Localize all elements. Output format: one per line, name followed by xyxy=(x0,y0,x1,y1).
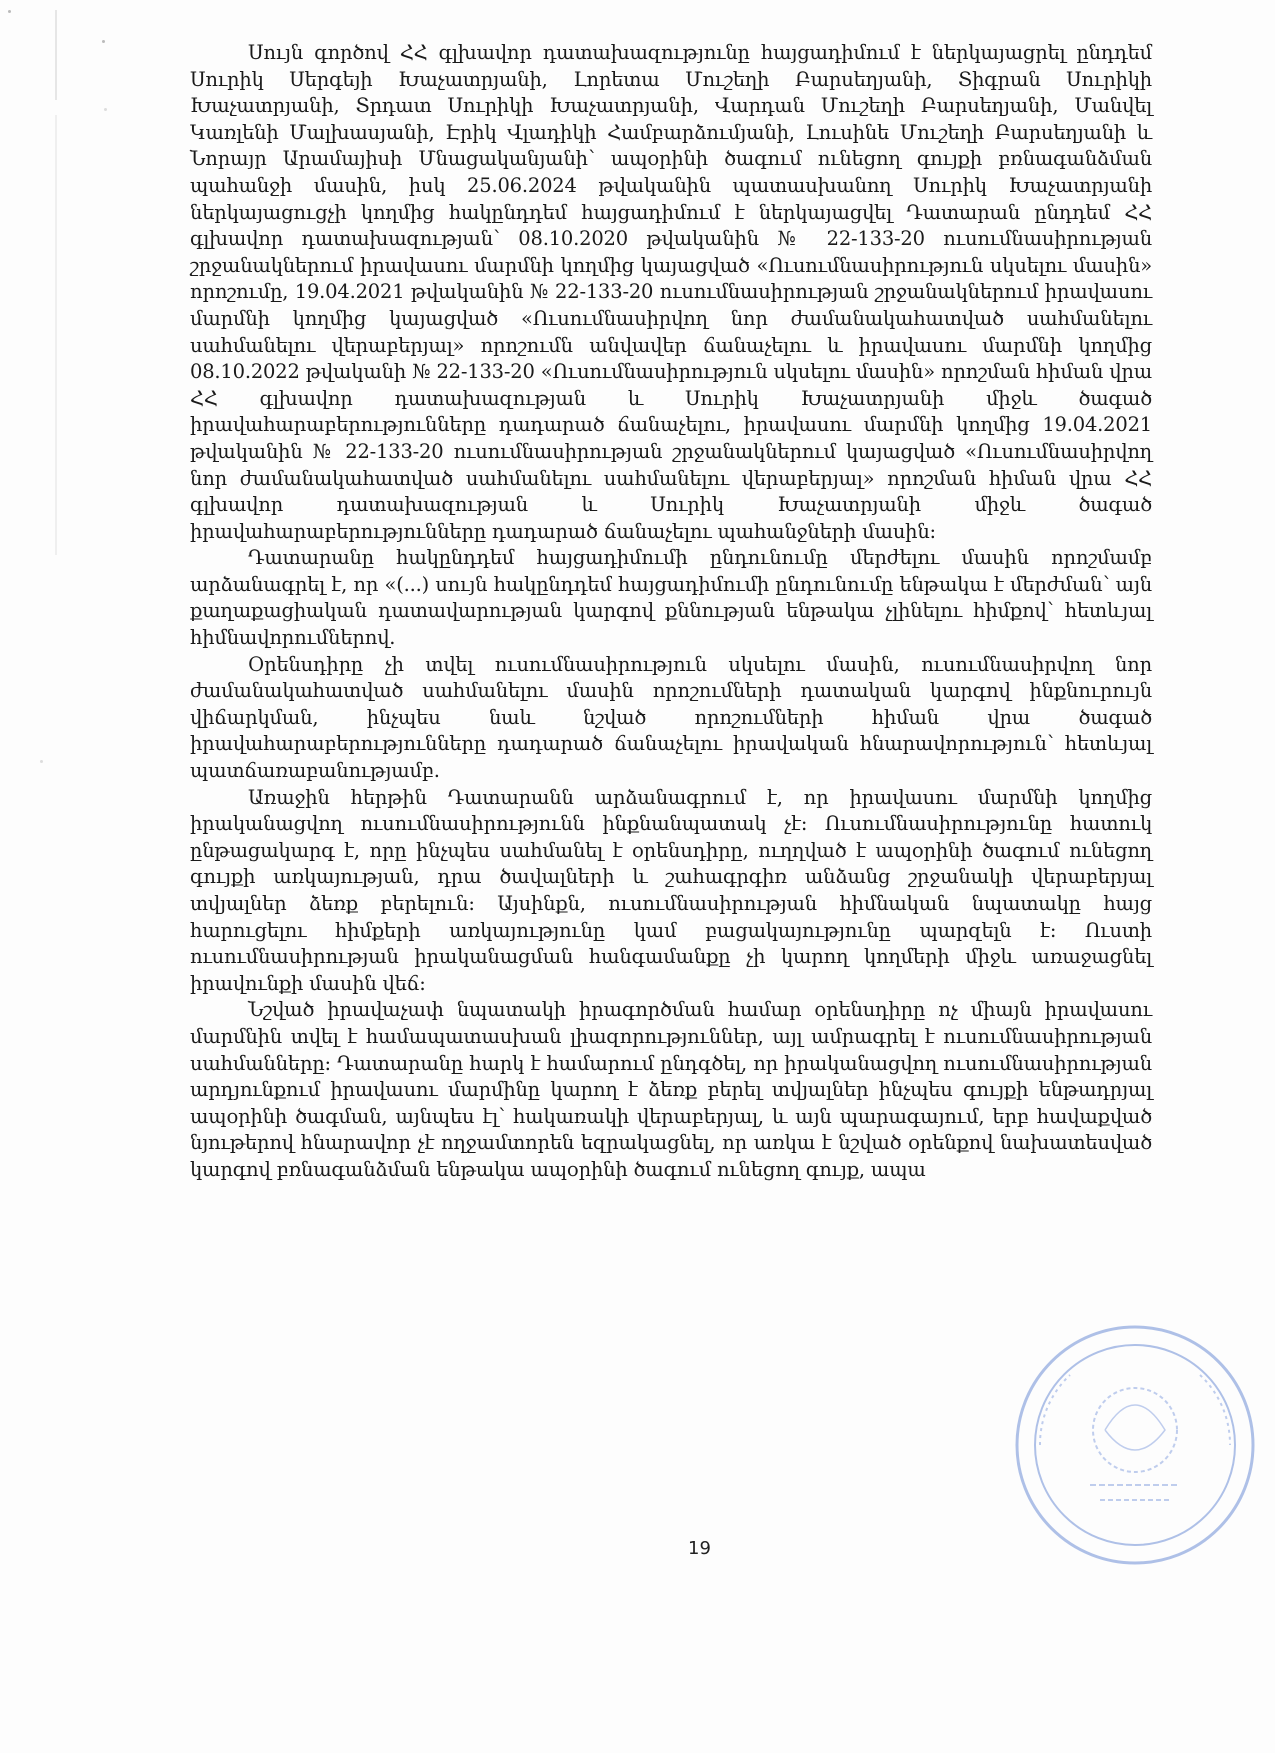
scan-speck xyxy=(102,40,105,43)
seal-stamp-icon xyxy=(1010,1320,1260,1570)
scan-margin-line xyxy=(55,10,57,100)
scan-speck xyxy=(104,108,107,111)
scan-speck xyxy=(8,10,11,13)
paragraph: Օրենսդիրը չի տվել ուսումնասիրություն սկսելու մասին, ուսումնասիրվող նոր ժամանակահատված սահմանելու մասին որոշումների դատական կարգով ինքնուրույն վիճարկման, ինչպես նաև նշված որոշումների հիման վրա ծագած իրավահարաբերությունները դադարած ճանաչելու իրավական հնարավորություն՝ հետևյալ պատճառաբանությամբ. xyxy=(190,652,1152,783)
page-number: 19 xyxy=(688,1538,711,1559)
scan-speck xyxy=(40,760,43,763)
paragraph: Նշված իրավաչափ նպատակի իրագործման համար օրենսդիրը ոչ միայն իրավասու մարմնին տվել է համապատասխան լիազորություններ, այլ ամրագրել է ուսումնասիրության սահմանները: Դատարանը հարկ է համարում ընդգծել, որ իրականացվող ուսումնասիրության արդյունքում իրավասու մարմինը կարող է ձեռք բերել տվյալներ ինչպես գույքի ենթադրյալ ապօրինի ծագման, այնպես էլ՝ հակառակի վերաբերյալ, և այն պարագայում, երբ հավաքված նյութերով հնարավոր չէ ողջամտորեն եզրակացնել, որ առկա է նշված օրենքով նախատեսված կարգով բռնագանձման ենթակա ապօրինի ծագում ունեցող գույք, ապա xyxy=(190,998,1152,1181)
document-body xyxy=(190,40,1152,1184)
paragraph: Առաջին հերթին Դատարանն արձանագրում է, որ իրավասու մարմնի կողմից իրականացվող ուսումնասիրությունն ինքնանպատակ չէ: Ուսումնասիրությունը հատուկ ընթացակարգ է, որը ինչպես սահմանել է օրենսդիրը, ուղղված է ապօրինի ծագում ունեցող գույքի առկայության, դրա ծավալների և շահագրգիռ անձանց շրջանակի վերաբերյալ տվյալներ ձեռք բերելուն: Այսինքն, ուսումնասիրության հիմնական նպատակը հայց հարուցելու հիմքերի առկայությունը կամ բացակայությունը պարզելն է: Ուստի ուսումնասիրության իրականացման հանգամանքը չի կարող կողմերի միջև առաջացնել իրավունքի մասին վեճ: xyxy=(190,785,1152,995)
scan-margin-line xyxy=(55,115,57,555)
paragraph: Դատարանը հակընդդեմ հայցադիմումի ընդունումը մերժելու մասին որոշմամբ արձանագրել է, որ «(...) սույն հակընդդեմ հայցադիմումի ընդունումը ենթակա է մերժման՝ այն քաղաքացիական դատավարության կարգով քննության ենթակա չլինելու հիմքով՝ հետևյալ հիմնավորումներով. xyxy=(190,546,1152,650)
paragraph: Սույն գործով ՀՀ գլխավոր դատախազությունը հայցադիմում է ներկայացրել ընդդեմ Սուրիկ Սերգեյի Խաչատրյանի, Լորետա Մուշեղի Բարսեղյանի, Տիգրան Սուրիկի Խաչատրյանի, Տրդատ Սուրիկի Խաչատրյանի, Վարդան Մուշեղի Բարսեղյանի, Մանվել Կառլենի Մալխասյանի, Էրիկ Վլադիկի Համբարձումյանի, Լուսինե Մուշեղի Բարսեղյանի և Նորայր Արամայիսի Մնացականյանի՝ ապօրինի ծագում ունեցող գույքի բռնագանձման պահանջի մասին, իսկ 25.06.2024 թվականին պատասխանող Սուրիկ Խաչատրյանի ներկայացուցչի կողմից հակընդդեմ հայցադիմում է ներկայացվել Դատարան ընդդեմ ՀՀ գլխավոր դատախազության՝ 08.10.2020 թվականին № 22-133-20 ուսումնասիրության շրջանակներում իրավասու մարմնի կողմից կայացված «Ուսումնասիրություն սկսելու մասին» որոշումը, 19.04.2021 թվականին № 22-133-20 ուսումնասիրության շրջանակներում իրավասու մարմնի կողմից կայացված «Ուսումնասիրվող նոր ժամանակահատված սահմանելու սահմանելու վերաբերյալ» որոշումն անվավեր ճանաչելու և իրավասու մարմնի կողմից 08.10.2022 թվականի № 22-133-20 «Ուսումնասիրություն սկսելու մասին» որոշման հիման վրա ՀՀ գլխավոր դատախազության և Սուրիկ Խաչատրյանի միջև ծագած իրավահարաբերությունները դադարած ճանաչելու, իրավասու մարմնի կողմից 19.04.2021 թվականին № 22-133-20 ուսումնասիրության շրջանակներում կայացված «Ուսումնասիրվող նոր ժամանակահատված սահմանելու սահմանելու վերաբերյալ» որոշման հիման վրա ՀՀ գլխավոր դատախազության և Սուրիկ Խաչատրյանի միջև ծագած իրավահարաբերությունները դադարած ճանաչելու պահանջների մասին: xyxy=(190,41,1152,543)
